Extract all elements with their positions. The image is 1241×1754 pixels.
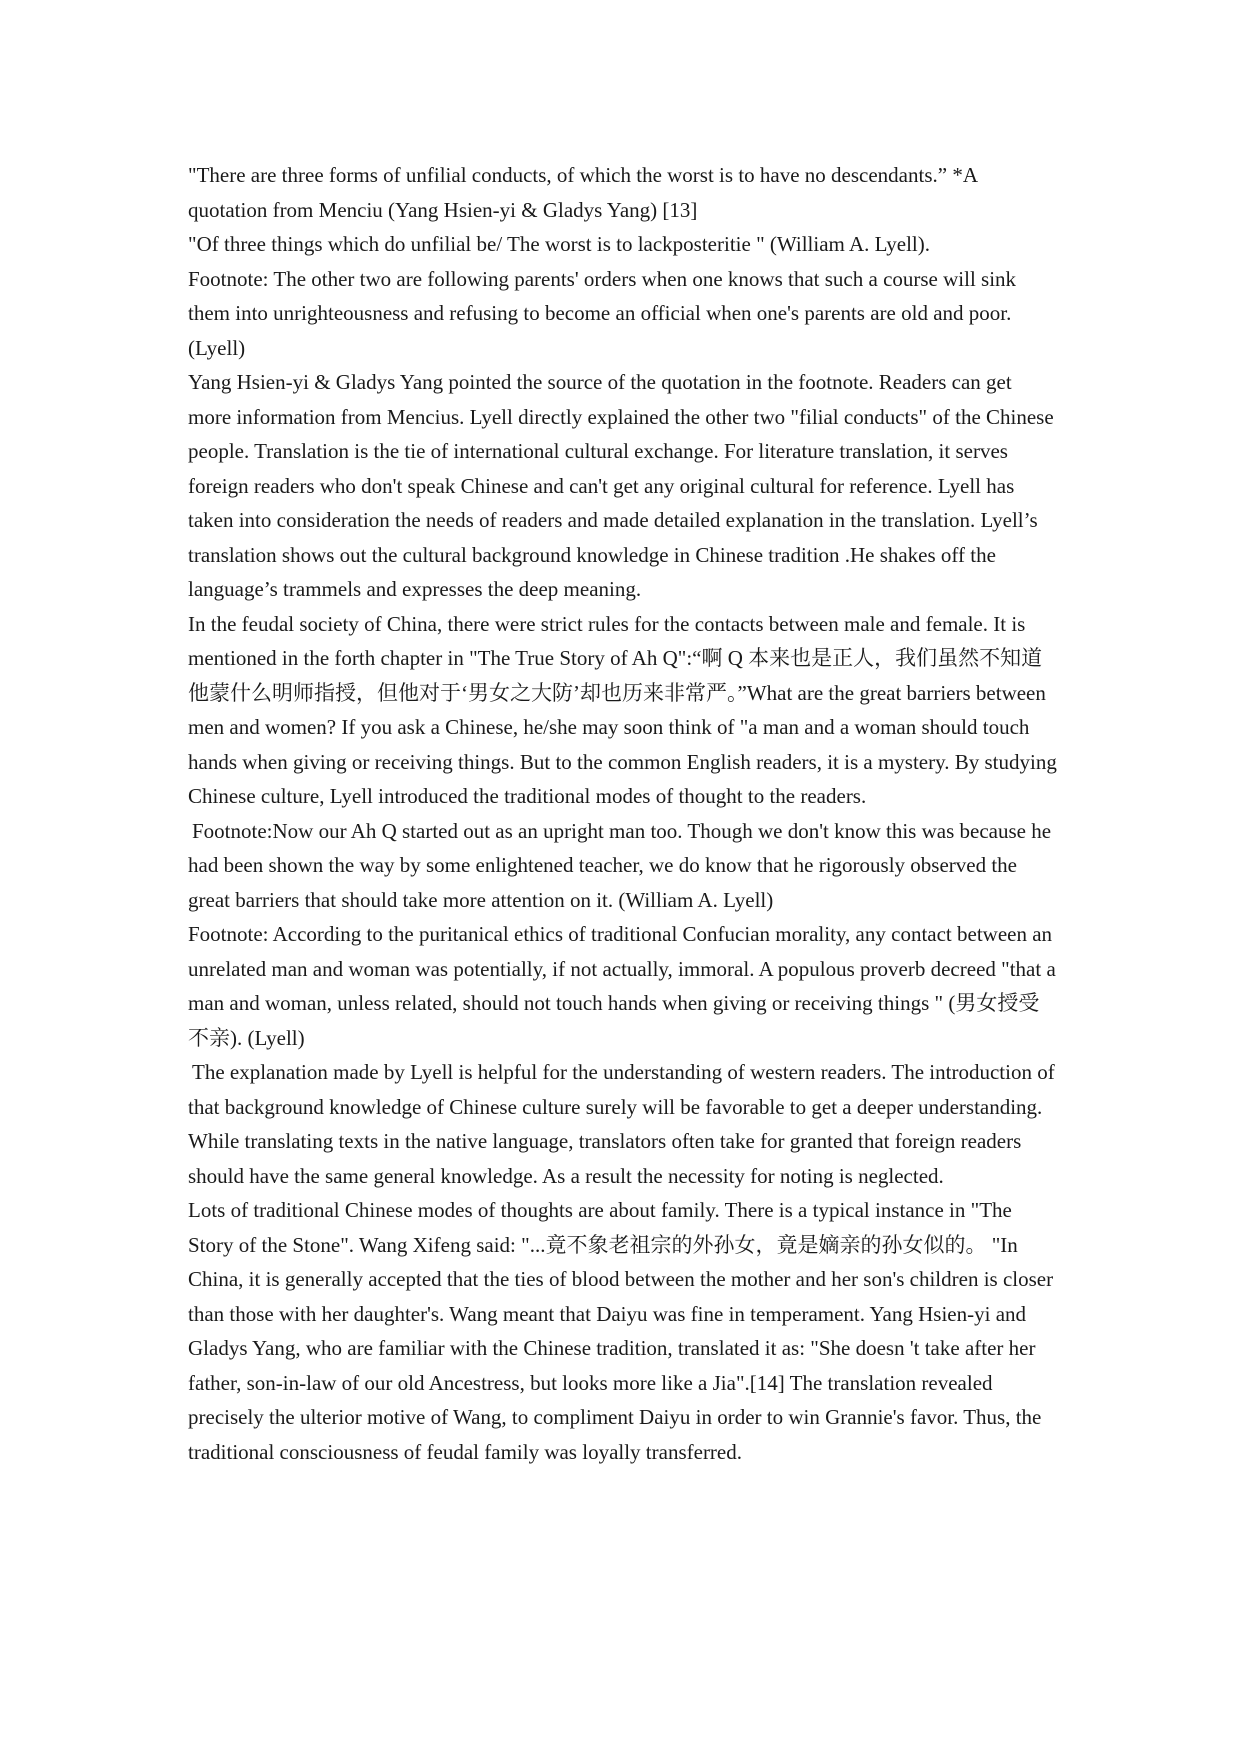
paragraph-footnote-unfilial: Footnote: The other two are following parents' orders when one knows that such a course will sink them into unrighteousness and refusing to become an official when one's parents are old and poor.(Lyell) xyxy=(188,266,1017,360)
paragraph-translation-comparison: Yang Hsien-yi & Gladys Yang pointed the source of the quotation in the footnote. Readers can get more information from Mencius. Lyell directly explained the other two "filial conducts" of the Chinese people. Translation is the tie of international cultural exchange. For literature translation, it serves foreign readers who don't speak Chinese and can't get any original cultural for reference. Lyell has taken into consideration the needs of readers and made detailed explanation in the translation. Lyell’s translation shows out the cultural background knowledge in Chinese tradition .He shakes off the language’s trammels and expresses the deep meaning. xyxy=(188,370,1054,601)
paragraph-footnote-ah-q: Footnote:Now our Ah Q started out as an upright man too. Though we don't know this was because he had been shown the way by some enlightened teacher, we do know that he rigorously observed the great barriers that should take more attention on it. (William A. Lyell) xyxy=(188,818,1052,912)
paragraph-feudal-society: In the feudal society of China, there were strict rules for the contacts between male and female. It is mentioned in the forth chapter in "The True Story of Ah Q":“啊 Q 本来也是正人，我们虽然不知道他蒙什么明师指授，但他对于‘男女之大防’却也历来非常严。”What are the great barriers between men and women? If you ask a Chinese, he/she may soon think of "a man and a woman should touch hands when giving or receiving things. But to the common English readers, it is a mystery. By studying Chinese culture, Lyell introduced the traditional modes of thought to the readers. xyxy=(188,611,1057,808)
paragraph-explanation-lyell: The explanation made by Lyell is helpful for the understanding of western readers. The introduction of that background knowledge of Chinese culture surely will be favorable to get a deeper understanding. While translating texts in the native language, translators often take for granted that foreign readers should have the same general knowledge. As a result the necessity for noting is neglected. xyxy=(188,1060,1055,1188)
paragraph-footnote-confucian: Footnote: According to the puritanical ethics of traditional Confucian morality, any contact between an unrelated man and woman was potentially, if not actually, immoral. A populous proverb decreed "that a man and woman, unless related, should not touch hands when giving or receiving things " (男女授受不亲). (Lyell) xyxy=(188,922,1056,1050)
paragraph-story-of-the-stone: Lots of traditional Chinese modes of thoughts are about family. There is a typical instance in "The Story of the Stone". Wang Xifeng said: "...竟不象老祖宗的外孙女，竟是嫡亲的孙女似的。 "In China, it is generally accepted that the ties of blood between the mother and her son's children is closer than those with her daughter's. Wang meant that Daiyu was fine in temperament. Yang Hsien-yi and Gladys Yang, who are familiar with the Chinese tradition, translated it as: "She doesn 't take after her father, son-in-law of our old Ancestress, but looks more like a Jia".[14] The translation revealed precisely the ulterior motive of Wang, to compliment Daiyu in order to win Grannie's favor. Thus, the traditional consciousness of feudal family was loyally transferred. xyxy=(188,1198,1054,1464)
document-body xyxy=(188,158,1060,1469)
paragraph-menciu-quotation: "There are three forms of unfilial conducts, of which the worst is to have no descendants.” *A quotation from Menciu (Yang Hsien-yi & Gladys Yang) [13] xyxy=(188,163,977,222)
paragraph-lyell-quotation: "Of three things which do unfilial be/ The worst is to lackposteritie " (William A. Lyell). xyxy=(188,232,931,256)
